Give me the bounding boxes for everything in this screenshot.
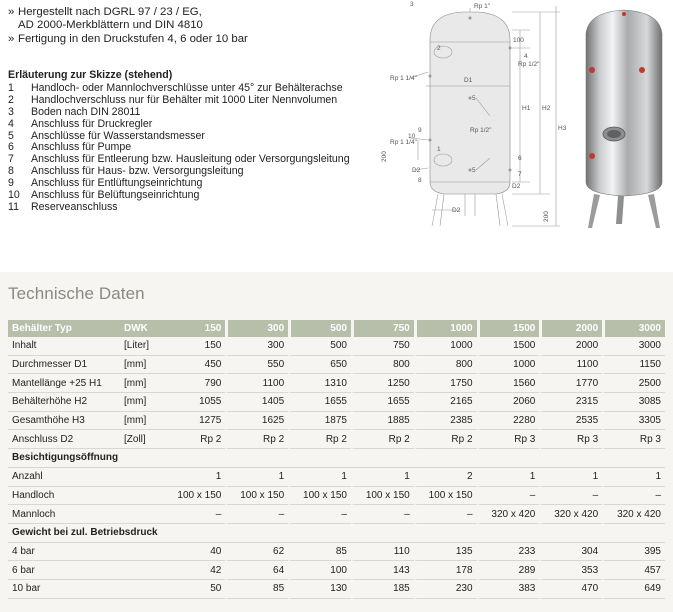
- legend-text: Reserveanschluss: [31, 200, 118, 213]
- table-cell: 457: [602, 561, 665, 580]
- table-cell: 143: [351, 561, 414, 580]
- table-cell: 62: [225, 543, 288, 562]
- row-unit: [120, 468, 166, 487]
- table-cell: Rp 2: [351, 430, 414, 449]
- table-cell: 1055: [166, 393, 225, 412]
- header-col-1000: 1000: [414, 320, 477, 337]
- table-row: [8, 374, 665, 393]
- table-cell: 790: [166, 374, 225, 393]
- table-cell: Rp 2: [288, 430, 351, 449]
- feature-item: [8, 19, 248, 32]
- header-unit-label: DWK: [120, 320, 166, 337]
- table-cell: 2385: [414, 412, 477, 431]
- table-row: [8, 580, 665, 599]
- feature-text: Fertigung in den Druckstufen 4, 6 oder 10 bar: [18, 32, 248, 45]
- table-row: [8, 356, 665, 375]
- table-cell: –: [602, 487, 665, 506]
- row-label: 4 bar: [8, 543, 120, 562]
- label-5-top: 5: [472, 95, 476, 102]
- table-cell: 300: [225, 337, 288, 356]
- row-unit: [120, 561, 166, 580]
- row-label: Mannloch: [8, 505, 120, 524]
- technical-data-panel: [0, 272, 673, 612]
- table-cell: 100 x 150: [288, 487, 351, 506]
- table-row: [8, 543, 665, 562]
- label-200-left: 200: [381, 151, 388, 162]
- legend-text: Anschluss für Haus- bzw. Versorgungsleitung: [31, 165, 244, 178]
- table-cell: Rp 2: [166, 430, 225, 449]
- table-body: [8, 337, 665, 599]
- table-cell: 1310: [288, 374, 351, 393]
- label-h2: H2: [542, 105, 551, 112]
- row-label: Anzahl: [8, 468, 120, 487]
- table-cell: 1000: [414, 337, 477, 356]
- label-rp114-top: Rp 1 1/4": [390, 75, 417, 82]
- legend-item: [8, 202, 350, 214]
- table-cell: 1500: [477, 337, 540, 356]
- table-cell: 1: [166, 468, 225, 487]
- label-rp1: Rp 1": [474, 3, 491, 10]
- row-unit: [120, 487, 166, 506]
- table-cell: 1655: [351, 393, 414, 412]
- table-row: [8, 412, 665, 431]
- legend-text: Anschluss für Pumpe: [31, 141, 132, 154]
- header-col-3000: 3000: [602, 320, 665, 337]
- table-cell: 320 x 420: [602, 505, 665, 524]
- legend-text: Handlochverschluss nur für Behälter mit 1000 Liter Nennvolumen: [31, 93, 338, 106]
- table-cell: 750: [351, 337, 414, 356]
- label-4: 4: [524, 53, 528, 60]
- table-cell: 178: [414, 561, 477, 580]
- label-rp12-mid: Rp 1/2": [470, 127, 492, 134]
- feature-text: Hergestellt nach DGRL 97 / 23 / EG,: [18, 6, 202, 18]
- bullet-marker: »: [8, 32, 15, 45]
- legend-number: 7: [8, 153, 14, 166]
- table-cell: –: [351, 505, 414, 524]
- table-cell: 383: [477, 580, 540, 599]
- header-type-label: Behälter Typ: [8, 320, 120, 337]
- table-cell: –: [225, 505, 288, 524]
- label-3: 3: [410, 1, 414, 8]
- legend-text: Boden nach DIN 28011: [31, 105, 141, 118]
- bullet-marker: »: [8, 6, 15, 18]
- table-cell: 100 x 150: [225, 487, 288, 506]
- table-cell: 64: [225, 561, 288, 580]
- table-header-row: [8, 320, 665, 337]
- legend-items: [8, 83, 350, 214]
- legend-text: Anschluss für Entlüftungseinrichtung: [31, 177, 203, 190]
- row-unit: [Liter]: [120, 337, 166, 356]
- label-d2-left: D2: [412, 167, 421, 174]
- table-cell: 1875: [288, 412, 351, 431]
- legend-number: 8: [8, 165, 14, 178]
- table-cell: 40: [166, 543, 225, 562]
- table-cell: –: [539, 487, 602, 506]
- row-unit: [120, 505, 166, 524]
- table-cell: 650: [288, 356, 351, 375]
- table-cell: 1405: [225, 393, 288, 412]
- row-label: Durchmesser D1: [8, 356, 120, 375]
- label-h1: H1: [522, 105, 531, 112]
- table-cell: 1655: [288, 393, 351, 412]
- legend-text: Handloch- oder Mannlochverschlüsse unter 45° zur Behälterachse: [31, 81, 343, 94]
- table-cell: 1: [477, 468, 540, 487]
- table-cell: 2165: [414, 393, 477, 412]
- table-cell: 3000: [602, 337, 665, 356]
- row-label: Anschluss D2: [8, 430, 120, 449]
- table-cell: –: [414, 505, 477, 524]
- table-cell: 800: [414, 356, 477, 375]
- table-cell: 2280: [477, 412, 540, 431]
- table-cell: 1150: [602, 356, 665, 375]
- table-cell: 185: [351, 580, 414, 599]
- table-row: [8, 487, 665, 506]
- header-col-1500: 1500: [477, 320, 540, 337]
- table-cell: 1: [351, 468, 414, 487]
- row-unit: [Zoll]: [120, 430, 166, 449]
- label-200-right: 200: [543, 211, 550, 222]
- table-cell: 100 x 150: [414, 487, 477, 506]
- legend-number: 10: [8, 189, 20, 202]
- legend-number: 2: [8, 93, 14, 106]
- table-cell: 42: [166, 561, 225, 580]
- table-cell: 135: [414, 543, 477, 562]
- legend-number: 5: [8, 129, 14, 142]
- feature-item: [8, 6, 248, 19]
- label-8: 8: [418, 177, 422, 184]
- legend-text: Anschluss für Entleerung bzw. Hausleitung oder Versorgungsleitung: [31, 153, 350, 166]
- table-cell: Rp 2: [225, 430, 288, 449]
- row-label: Mantellänge +25 H1: [8, 374, 120, 393]
- table-cell: 85: [288, 543, 351, 562]
- label-10: 10: [408, 133, 416, 140]
- table-cell: 2535: [539, 412, 602, 431]
- table-cell: 1: [225, 468, 288, 487]
- panel-title: Technische Daten: [8, 284, 145, 303]
- row-unit: [mm]: [120, 356, 166, 375]
- label-1: 1: [437, 146, 441, 153]
- legend-number: 4: [8, 117, 14, 130]
- row-label: Behälterhöhe H2: [8, 393, 120, 412]
- table-cell: 2: [414, 468, 477, 487]
- table-cell: 353: [539, 561, 602, 580]
- row-label: 10 bar: [8, 580, 120, 599]
- table-row: [8, 505, 665, 524]
- row-label: Gesamthöhe H3: [8, 412, 120, 431]
- table-cell: 649: [602, 580, 665, 599]
- sketch-legend: [8, 70, 350, 214]
- feature-item: [8, 33, 248, 46]
- table-row: [8, 468, 665, 487]
- row-unit: [mm]: [120, 412, 166, 431]
- table-cell: 550: [225, 356, 288, 375]
- table-cell: 1000: [477, 356, 540, 375]
- table-cell: 2315: [539, 393, 602, 412]
- legend-number: 1: [8, 81, 14, 94]
- header-col-2000: 2000: [539, 320, 602, 337]
- table-cell: 150: [166, 337, 225, 356]
- table-row: [8, 561, 665, 580]
- label-5-bottom: 5: [472, 167, 476, 174]
- technical-data-table: [8, 320, 665, 599]
- table-cell: 110: [351, 543, 414, 562]
- table-cell: 3085: [602, 393, 665, 412]
- table-cell: 2000: [539, 337, 602, 356]
- table-cell: 2500: [602, 374, 665, 393]
- table-cell: 3305: [602, 412, 665, 431]
- label-9: 9: [418, 127, 422, 134]
- table-cell: Rp 3: [602, 430, 665, 449]
- legend-number: 9: [8, 177, 14, 190]
- table-cell: 320 x 420: [477, 505, 540, 524]
- legend-number: 11: [8, 200, 19, 213]
- label-100: 100: [513, 37, 524, 44]
- table-cell: 1: [288, 468, 351, 487]
- row-label: 6 bar: [8, 561, 120, 580]
- row-unit: [120, 543, 166, 562]
- label-rp114-bottom: Rp 1 1/4": [390, 139, 417, 146]
- table-cell: 470: [539, 580, 602, 599]
- row-unit: [120, 580, 166, 599]
- table-cell: 320 x 420: [539, 505, 602, 524]
- table-cell: 304: [539, 543, 602, 562]
- table-cell: 100: [288, 561, 351, 580]
- table-cell: –: [288, 505, 351, 524]
- table-cell: 100 x 150: [351, 487, 414, 506]
- tank-photo: [578, 6, 670, 232]
- header-col-300: 300: [225, 320, 288, 337]
- legend-text: Anschluss für Belüftungseinrichtung: [31, 189, 200, 202]
- table-cell: 1275: [166, 412, 225, 431]
- table-cell: –: [477, 487, 540, 506]
- legend-number: 3: [8, 105, 14, 118]
- section-row: [8, 449, 665, 468]
- table-cell: Rp 3: [539, 430, 602, 449]
- header-col-150: 150: [166, 320, 225, 337]
- table-cell: 1885: [351, 412, 414, 431]
- table-cell: 1100: [225, 374, 288, 393]
- tank-sketch: [380, 0, 580, 250]
- table-cell: 1625: [225, 412, 288, 431]
- legend-text: Anschlüsse für Wasserstandsmesser: [31, 129, 205, 142]
- table-cell: 1: [539, 468, 602, 487]
- label-6: 6: [518, 155, 522, 162]
- table-cell: 233: [477, 543, 540, 562]
- table-cell: 130: [288, 580, 351, 599]
- table-cell: 100 x 150: [166, 487, 225, 506]
- header-col-500: 500: [288, 320, 351, 337]
- table-cell: Rp 3: [477, 430, 540, 449]
- table-cell: 450: [166, 356, 225, 375]
- label-h3: H3: [558, 125, 567, 132]
- table-cell: 289: [477, 561, 540, 580]
- table-cell: 1750: [414, 374, 477, 393]
- row-label: Handloch: [8, 487, 120, 506]
- label-7: 7: [518, 171, 522, 178]
- table-cell: 500: [288, 337, 351, 356]
- legend-title: Erläuterung zur Skizze (stehend): [8, 69, 173, 81]
- table-cell: Rp 2: [414, 430, 477, 449]
- section-label: Gewicht bei zul. Betriebsdruck: [8, 524, 665, 543]
- table-cell: 2060: [477, 393, 540, 412]
- product-info: [0, 0, 673, 272]
- label-d2-right: D2: [512, 183, 521, 190]
- table-cell: 1250: [351, 374, 414, 393]
- section-label: Besichtigungsöffnung: [8, 449, 665, 468]
- table-cell: 1560: [477, 374, 540, 393]
- table-row: [8, 430, 665, 449]
- table-cell: 1100: [539, 356, 602, 375]
- row-unit: [mm]: [120, 374, 166, 393]
- label-d1: D1: [464, 77, 473, 84]
- table-cell: 50: [166, 580, 225, 599]
- table-cell: 395: [602, 543, 665, 562]
- table-cell: 230: [414, 580, 477, 599]
- legend-text: Anschluss für Druckregler: [31, 117, 153, 130]
- row-label: Inhalt: [8, 337, 120, 356]
- feature-text: AD 2000-Merkblättern und DIN 4810: [18, 19, 203, 32]
- table-cell: 1: [602, 468, 665, 487]
- table-row: [8, 337, 665, 356]
- table-cell: 800: [351, 356, 414, 375]
- table-row: [8, 393, 665, 412]
- table-cell: 85: [225, 580, 288, 599]
- label-d2-bottom: D2: [452, 207, 461, 214]
- table-cell: –: [166, 505, 225, 524]
- legend-number: 6: [8, 141, 14, 154]
- table-cell: 1770: [539, 374, 602, 393]
- feature-list: [8, 6, 248, 46]
- header-col-750: 750: [351, 320, 414, 337]
- label-rp12-top: Rp 1/2": [518, 61, 540, 68]
- label-2: 2: [437, 45, 441, 52]
- section-row: [8, 524, 665, 543]
- row-unit: [mm]: [120, 393, 166, 412]
